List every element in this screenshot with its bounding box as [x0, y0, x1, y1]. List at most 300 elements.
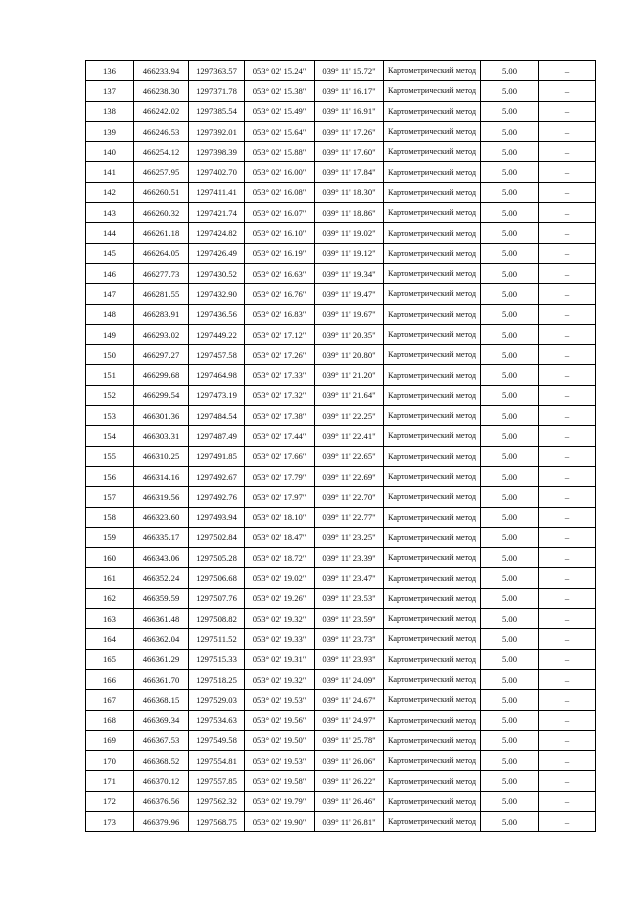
accuracy-cell: 5.00 — [481, 588, 539, 608]
x-coordinate-cell: 466299.54 — [134, 385, 189, 405]
latitude-cell: 053° 02' 19.56" — [245, 710, 315, 730]
latitude-cell: 053° 02' 19.26" — [245, 588, 315, 608]
accuracy-cell: 5.00 — [481, 223, 539, 243]
x-coordinate-cell: 466233.94 — [134, 61, 189, 81]
table-row — [86, 162, 596, 182]
longitude-cell: 039° 11' 19.12" — [315, 243, 384, 263]
x-coordinate-cell: 466319.56 — [134, 487, 189, 507]
point-number-cell: 159 — [86, 527, 134, 547]
x-coordinate-cell: 466261.18 — [134, 223, 189, 243]
table-row — [86, 690, 596, 710]
latitude-cell: 053° 02' 17.79" — [245, 466, 315, 486]
description-cell: – — [539, 223, 596, 243]
point-number-cell: 137 — [86, 81, 134, 101]
point-number-cell: 172 — [86, 791, 134, 811]
description-cell: – — [539, 182, 596, 202]
longitude-cell: 039° 11' 23.47" — [315, 568, 384, 588]
method-cell: Картометрический метод — [384, 446, 481, 466]
point-number-cell: 164 — [86, 629, 134, 649]
table-row — [86, 61, 596, 81]
description-cell: – — [539, 690, 596, 710]
method-cell: Картометрический метод — [384, 669, 481, 689]
longitude-cell: 039° 11' 16.91" — [315, 101, 384, 121]
longitude-cell: 039° 11' 23.39" — [315, 548, 384, 568]
description-cell: – — [539, 487, 596, 507]
table-row — [86, 142, 596, 162]
longitude-cell: 039° 11' 17.26" — [315, 121, 384, 141]
longitude-cell: 039° 11' 19.34" — [315, 263, 384, 283]
point-number-cell: 138 — [86, 101, 134, 121]
x-coordinate-cell: 466299.68 — [134, 365, 189, 385]
method-cell: Картометрический метод — [384, 365, 481, 385]
point-number-cell: 167 — [86, 690, 134, 710]
y-coordinate-cell: 1297511.52 — [189, 629, 245, 649]
accuracy-cell: 5.00 — [481, 487, 539, 507]
latitude-cell: 053° 02' 18.10" — [245, 507, 315, 527]
coordinates-table — [85, 60, 596, 832]
longitude-cell: 039° 11' 21.20" — [315, 365, 384, 385]
description-cell: – — [539, 527, 596, 547]
x-coordinate-cell: 466352.24 — [134, 568, 189, 588]
table-row — [86, 649, 596, 669]
accuracy-cell: 5.00 — [481, 365, 539, 385]
x-coordinate-cell: 466254.12 — [134, 142, 189, 162]
method-cell: Картометрический метод — [384, 649, 481, 669]
latitude-cell: 053° 02' 17.44" — [245, 426, 315, 446]
accuracy-cell: 5.00 — [481, 548, 539, 568]
method-cell: Картометрический метод — [384, 142, 481, 162]
y-coordinate-cell: 1297491.85 — [189, 446, 245, 466]
longitude-cell: 039° 11' 16.17" — [315, 81, 384, 101]
y-coordinate-cell: 1297411.41 — [189, 182, 245, 202]
table-row — [86, 365, 596, 385]
description-cell: – — [539, 121, 596, 141]
description-cell: – — [539, 81, 596, 101]
point-number-cell: 139 — [86, 121, 134, 141]
latitude-cell: 053° 02' 19.58" — [245, 771, 315, 791]
table-row — [86, 263, 596, 283]
table-row — [86, 568, 596, 588]
longitude-cell: 039° 11' 24.67" — [315, 690, 384, 710]
point-number-cell: 153 — [86, 406, 134, 426]
method-cell: Картометрический метод — [384, 548, 481, 568]
y-coordinate-cell: 1297502.84 — [189, 527, 245, 547]
description-cell: – — [539, 669, 596, 689]
description-cell: – — [539, 730, 596, 750]
accuracy-cell: 5.00 — [481, 568, 539, 588]
latitude-cell: 053° 02' 19.50" — [245, 730, 315, 750]
description-cell: – — [539, 345, 596, 365]
table-row — [86, 223, 596, 243]
table-row — [86, 345, 596, 365]
latitude-cell: 053° 02' 16.07" — [245, 203, 315, 223]
description-cell: – — [539, 426, 596, 446]
table-row — [86, 629, 596, 649]
longitude-cell: 039° 11' 19.02" — [315, 223, 384, 243]
x-coordinate-cell: 466281.55 — [134, 284, 189, 304]
description-cell: – — [539, 507, 596, 527]
latitude-cell: 053° 02' 15.24" — [245, 61, 315, 81]
y-coordinate-cell: 1297421.74 — [189, 203, 245, 223]
latitude-cell: 053° 02' 17.66" — [245, 446, 315, 466]
description-cell: – — [539, 609, 596, 629]
longitude-cell: 039° 11' 25.78" — [315, 730, 384, 750]
point-number-cell: 166 — [86, 669, 134, 689]
method-cell: Картометрический метод — [384, 385, 481, 405]
y-coordinate-cell: 1297487.49 — [189, 426, 245, 446]
y-coordinate-cell: 1297506.68 — [189, 568, 245, 588]
table-row — [86, 81, 596, 101]
accuracy-cell: 5.00 — [481, 669, 539, 689]
longitude-cell: 039° 11' 18.30" — [315, 182, 384, 202]
table-row — [86, 507, 596, 527]
table-row — [86, 751, 596, 771]
x-coordinate-cell: 466257.95 — [134, 162, 189, 182]
accuracy-cell: 5.00 — [481, 304, 539, 324]
x-coordinate-cell: 466277.73 — [134, 263, 189, 283]
y-coordinate-cell: 1297484.54 — [189, 406, 245, 426]
longitude-cell: 039° 11' 17.84" — [315, 162, 384, 182]
longitude-cell: 039° 11' 22.25" — [315, 406, 384, 426]
y-coordinate-cell: 1297402.70 — [189, 162, 245, 182]
method-cell: Картометрический метод — [384, 162, 481, 182]
accuracy-cell: 5.00 — [481, 771, 539, 791]
table-row — [86, 730, 596, 750]
description-cell: – — [539, 406, 596, 426]
accuracy-cell: 5.00 — [481, 263, 539, 283]
table-row — [86, 101, 596, 121]
longitude-cell: 039° 11' 15.72" — [315, 61, 384, 81]
method-cell: Картометрический метод — [384, 101, 481, 121]
x-coordinate-cell: 466301.36 — [134, 406, 189, 426]
point-number-cell: 157 — [86, 487, 134, 507]
description-cell: – — [539, 385, 596, 405]
latitude-cell: 053° 02' 19.32" — [245, 669, 315, 689]
longitude-cell: 039° 11' 19.47" — [315, 284, 384, 304]
x-coordinate-cell: 466361.70 — [134, 669, 189, 689]
method-cell: Картометрический метод — [384, 426, 481, 446]
description-cell: – — [539, 365, 596, 385]
y-coordinate-cell: 1297515.33 — [189, 649, 245, 669]
accuracy-cell: 5.00 — [481, 730, 539, 750]
description-cell: – — [539, 243, 596, 263]
x-coordinate-cell: 466368.52 — [134, 751, 189, 771]
point-number-cell: 144 — [86, 223, 134, 243]
accuracy-cell: 5.00 — [481, 649, 539, 669]
table-row — [86, 385, 596, 405]
latitude-cell: 053° 02' 15.64" — [245, 121, 315, 141]
latitude-cell: 053° 02' 16.10" — [245, 223, 315, 243]
table-row — [86, 446, 596, 466]
x-coordinate-cell: 466246.53 — [134, 121, 189, 141]
table-row — [86, 527, 596, 547]
point-number-cell: 154 — [86, 426, 134, 446]
accuracy-cell: 5.00 — [481, 751, 539, 771]
point-number-cell: 161 — [86, 568, 134, 588]
accuracy-cell: 5.00 — [481, 629, 539, 649]
latitude-cell: 053° 02' 19.53" — [245, 690, 315, 710]
point-number-cell: 169 — [86, 730, 134, 750]
accuracy-cell: 5.00 — [481, 324, 539, 344]
description-cell: – — [539, 466, 596, 486]
method-cell: Картометрический метод — [384, 791, 481, 811]
table-row — [86, 182, 596, 202]
latitude-cell: 053° 02' 16.19" — [245, 243, 315, 263]
latitude-cell: 053° 02' 16.08" — [245, 182, 315, 202]
longitude-cell: 039° 11' 22.69" — [315, 466, 384, 486]
x-coordinate-cell: 466314.16 — [134, 466, 189, 486]
method-cell: Картометрический метод — [384, 243, 481, 263]
latitude-cell: 053° 02' 16.63" — [245, 263, 315, 283]
latitude-cell: 053° 02' 15.88" — [245, 142, 315, 162]
y-coordinate-cell: 1297430.52 — [189, 263, 245, 283]
description-cell: – — [539, 710, 596, 730]
description-cell: – — [539, 61, 596, 81]
table-row — [86, 487, 596, 507]
table-row — [86, 121, 596, 141]
y-coordinate-cell: 1297518.25 — [189, 669, 245, 689]
description-cell: – — [539, 263, 596, 283]
latitude-cell: 053° 02' 18.72" — [245, 548, 315, 568]
y-coordinate-cell: 1297508.82 — [189, 609, 245, 629]
method-cell: Картометрический метод — [384, 609, 481, 629]
x-coordinate-cell: 466343.06 — [134, 548, 189, 568]
accuracy-cell: 5.00 — [481, 101, 539, 121]
description-cell: – — [539, 751, 596, 771]
description-cell: – — [539, 629, 596, 649]
longitude-cell: 039° 11' 17.60" — [315, 142, 384, 162]
method-cell: Картометрический метод — [384, 690, 481, 710]
latitude-cell: 053° 02' 18.47" — [245, 527, 315, 547]
latitude-cell: 053° 02' 19.33" — [245, 629, 315, 649]
y-coordinate-cell: 1297557.85 — [189, 771, 245, 791]
y-coordinate-cell: 1297568.75 — [189, 811, 245, 831]
y-coordinate-cell: 1297492.76 — [189, 487, 245, 507]
table-row — [86, 466, 596, 486]
table-row — [86, 791, 596, 811]
method-cell: Картометрический метод — [384, 406, 481, 426]
description-cell: – — [539, 588, 596, 608]
latitude-cell: 053° 02' 19.53" — [245, 751, 315, 771]
longitude-cell: 039° 11' 24.97" — [315, 710, 384, 730]
longitude-cell: 039° 11' 23.53" — [315, 588, 384, 608]
method-cell: Картометрический метод — [384, 487, 481, 507]
y-coordinate-cell: 1297385.54 — [189, 101, 245, 121]
longitude-cell: 039° 11' 24.09" — [315, 669, 384, 689]
latitude-cell: 053° 02' 17.97" — [245, 487, 315, 507]
method-cell: Картометрический метод — [384, 507, 481, 527]
y-coordinate-cell: 1297549.58 — [189, 730, 245, 750]
latitude-cell: 053° 02' 19.32" — [245, 609, 315, 629]
table-row — [86, 284, 596, 304]
latitude-cell: 053° 02' 17.26" — [245, 345, 315, 365]
description-cell: – — [539, 304, 596, 324]
table-row — [86, 609, 596, 629]
latitude-cell: 053° 02' 15.49" — [245, 101, 315, 121]
table-row — [86, 710, 596, 730]
method-cell: Картометрический метод — [384, 81, 481, 101]
accuracy-cell: 5.00 — [481, 61, 539, 81]
method-cell: Картометрический метод — [384, 263, 481, 283]
accuracy-cell: 5.00 — [481, 284, 539, 304]
longitude-cell: 039° 11' 26.81" — [315, 811, 384, 831]
accuracy-cell: 5.00 — [481, 710, 539, 730]
x-coordinate-cell: 466242.02 — [134, 101, 189, 121]
table-row — [86, 669, 596, 689]
x-coordinate-cell: 466260.32 — [134, 203, 189, 223]
x-coordinate-cell: 466297.27 — [134, 345, 189, 365]
description-cell: – — [539, 101, 596, 121]
latitude-cell: 053° 02' 16.83" — [245, 304, 315, 324]
x-coordinate-cell: 466379.96 — [134, 811, 189, 831]
point-number-cell: 151 — [86, 365, 134, 385]
x-coordinate-cell: 466367.53 — [134, 730, 189, 750]
longitude-cell: 039° 11' 22.41" — [315, 426, 384, 446]
accuracy-cell: 5.00 — [481, 182, 539, 202]
point-number-cell: 147 — [86, 284, 134, 304]
y-coordinate-cell: 1297554.81 — [189, 751, 245, 771]
longitude-cell: 039° 11' 22.65" — [315, 446, 384, 466]
point-number-cell: 136 — [86, 61, 134, 81]
point-number-cell: 146 — [86, 263, 134, 283]
x-coordinate-cell: 466368.15 — [134, 690, 189, 710]
longitude-cell: 039° 11' 26.46" — [315, 791, 384, 811]
longitude-cell: 039° 11' 23.93" — [315, 649, 384, 669]
y-coordinate-cell: 1297534.63 — [189, 710, 245, 730]
description-cell: – — [539, 142, 596, 162]
y-coordinate-cell: 1297493.94 — [189, 507, 245, 527]
y-coordinate-cell: 1297505.28 — [189, 548, 245, 568]
method-cell: Картометрический метод — [384, 324, 481, 344]
latitude-cell: 053° 02' 17.38" — [245, 406, 315, 426]
accuracy-cell: 5.00 — [481, 426, 539, 446]
table-row — [86, 324, 596, 344]
y-coordinate-cell: 1297464.98 — [189, 365, 245, 385]
accuracy-cell: 5.00 — [481, 345, 539, 365]
method-cell: Картометрический метод — [384, 811, 481, 831]
point-number-cell: 145 — [86, 243, 134, 263]
method-cell: Картометрический метод — [384, 466, 481, 486]
description-cell: – — [539, 811, 596, 831]
method-cell: Картометрический метод — [384, 629, 481, 649]
point-number-cell: 173 — [86, 811, 134, 831]
latitude-cell: 053° 02' 16.00" — [245, 162, 315, 182]
y-coordinate-cell: 1297392.01 — [189, 121, 245, 141]
x-coordinate-cell: 466369.34 — [134, 710, 189, 730]
point-number-cell: 156 — [86, 466, 134, 486]
y-coordinate-cell: 1297436.56 — [189, 304, 245, 324]
x-coordinate-cell: 466303.31 — [134, 426, 189, 446]
longitude-cell: 039° 11' 23.25" — [315, 527, 384, 547]
description-cell: – — [539, 446, 596, 466]
description-cell: – — [539, 568, 596, 588]
point-number-cell: 142 — [86, 182, 134, 202]
accuracy-cell: 5.00 — [481, 446, 539, 466]
y-coordinate-cell: 1297473.19 — [189, 385, 245, 405]
point-number-cell: 149 — [86, 324, 134, 344]
x-coordinate-cell: 466361.48 — [134, 609, 189, 629]
x-coordinate-cell: 466264.05 — [134, 243, 189, 263]
latitude-cell: 053° 02' 19.90" — [245, 811, 315, 831]
description-cell: – — [539, 791, 596, 811]
method-cell: Картометрический метод — [384, 121, 481, 141]
description-cell: – — [539, 649, 596, 669]
longitude-cell: 039° 11' 26.22" — [315, 771, 384, 791]
table-row — [86, 588, 596, 608]
accuracy-cell: 5.00 — [481, 791, 539, 811]
point-number-cell: 160 — [86, 548, 134, 568]
x-coordinate-cell: 466335.17 — [134, 527, 189, 547]
y-coordinate-cell: 1297398.39 — [189, 142, 245, 162]
accuracy-cell: 5.00 — [481, 406, 539, 426]
y-coordinate-cell: 1297562.32 — [189, 791, 245, 811]
method-cell: Картометрический метод — [384, 284, 481, 304]
table-row — [86, 406, 596, 426]
x-coordinate-cell: 466359.59 — [134, 588, 189, 608]
method-cell: Картометрический метод — [384, 730, 481, 750]
longitude-cell: 039° 11' 23.73" — [315, 629, 384, 649]
method-cell: Картометрический метод — [384, 771, 481, 791]
longitude-cell: 039° 11' 23.59" — [315, 609, 384, 629]
x-coordinate-cell: 466323.60 — [134, 507, 189, 527]
y-coordinate-cell: 1297363.57 — [189, 61, 245, 81]
latitude-cell: 053° 02' 17.12" — [245, 324, 315, 344]
method-cell: Картометрический метод — [384, 182, 481, 202]
table-row — [86, 203, 596, 223]
coordinates-table-body — [86, 61, 596, 832]
description-cell: – — [539, 771, 596, 791]
latitude-cell: 053° 02' 19.02" — [245, 568, 315, 588]
accuracy-cell: 5.00 — [481, 243, 539, 263]
table-row — [86, 548, 596, 568]
y-coordinate-cell: 1297426.49 — [189, 243, 245, 263]
method-cell: Картометрический метод — [384, 588, 481, 608]
y-coordinate-cell: 1297449.22 — [189, 324, 245, 344]
point-number-cell: 163 — [86, 609, 134, 629]
x-coordinate-cell: 466260.51 — [134, 182, 189, 202]
y-coordinate-cell: 1297424.82 — [189, 223, 245, 243]
point-number-cell: 152 — [86, 385, 134, 405]
method-cell: Картометрический метод — [384, 345, 481, 365]
longitude-cell: 039° 11' 22.70" — [315, 487, 384, 507]
y-coordinate-cell: 1297529.03 — [189, 690, 245, 710]
accuracy-cell: 5.00 — [481, 142, 539, 162]
latitude-cell: 053° 02' 17.33" — [245, 365, 315, 385]
point-number-cell: 158 — [86, 507, 134, 527]
x-coordinate-cell: 466376.56 — [134, 791, 189, 811]
longitude-cell: 039° 11' 19.67" — [315, 304, 384, 324]
table-row — [86, 771, 596, 791]
table-row — [86, 304, 596, 324]
accuracy-cell: 5.00 — [481, 527, 539, 547]
accuracy-cell: 5.00 — [481, 466, 539, 486]
y-coordinate-cell: 1297457.58 — [189, 345, 245, 365]
x-coordinate-cell: 466293.02 — [134, 324, 189, 344]
point-number-cell: 170 — [86, 751, 134, 771]
accuracy-cell: 5.00 — [481, 162, 539, 182]
accuracy-cell: 5.00 — [481, 203, 539, 223]
method-cell: Картометрический метод — [384, 223, 481, 243]
accuracy-cell: 5.00 — [481, 507, 539, 527]
latitude-cell: 053° 02' 16.76" — [245, 284, 315, 304]
y-coordinate-cell: 1297432.90 — [189, 284, 245, 304]
x-coordinate-cell: 466283.91 — [134, 304, 189, 324]
method-cell: Картометрический метод — [384, 203, 481, 223]
latitude-cell: 053° 02' 19.31" — [245, 649, 315, 669]
accuracy-cell: 5.00 — [481, 385, 539, 405]
accuracy-cell: 5.00 — [481, 81, 539, 101]
longitude-cell: 039° 11' 26.06" — [315, 751, 384, 771]
